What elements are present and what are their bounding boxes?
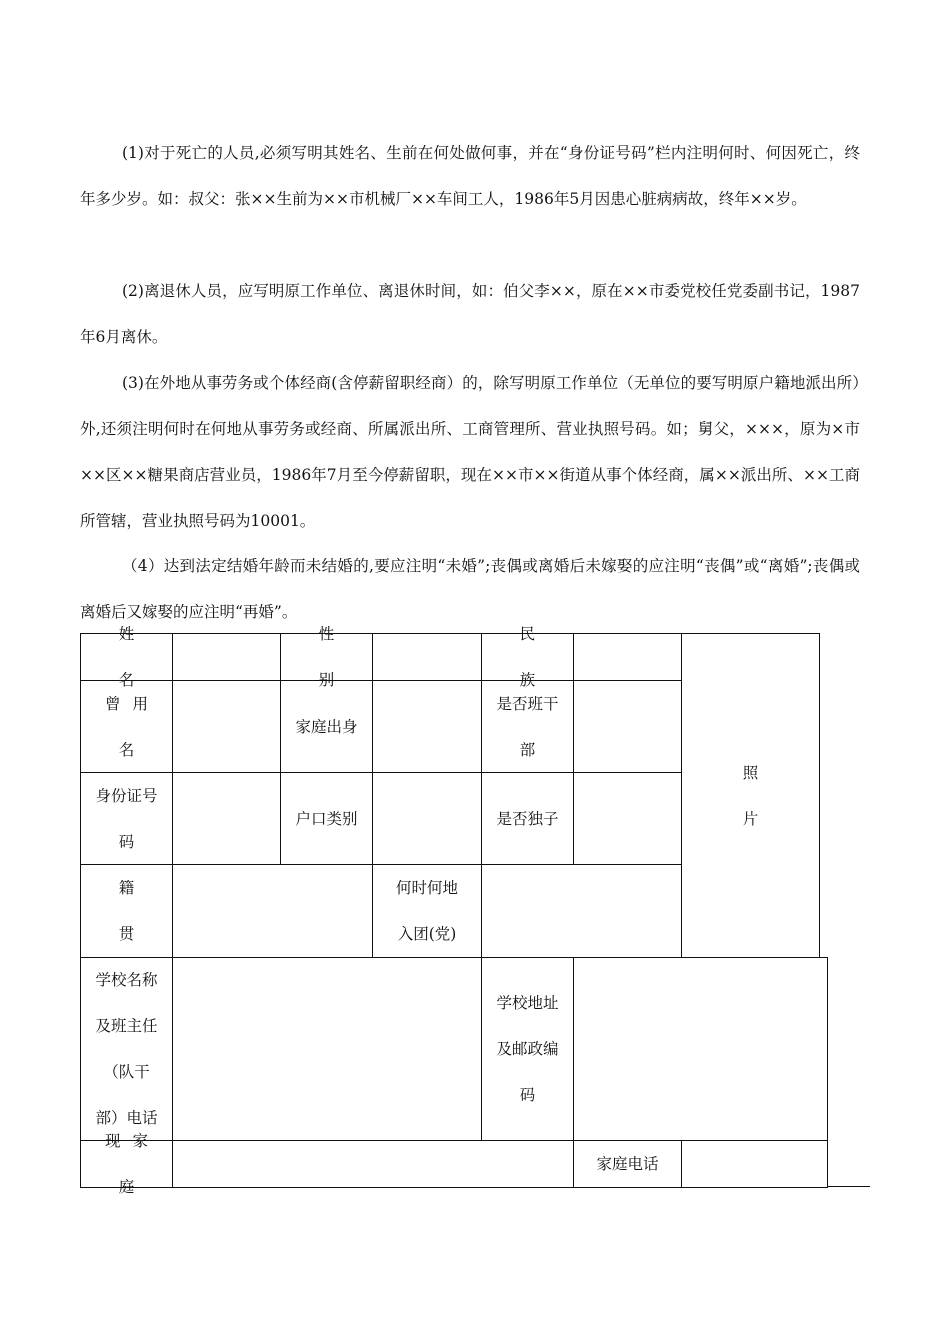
school-label-cell bbox=[80, 957, 173, 1141]
ethnicity-label-cell bbox=[481, 625, 574, 689]
only-child-input-cell[interactable] bbox=[573, 772, 682, 865]
school-address-input-cell[interactable] bbox=[573, 957, 828, 1141]
join-league-label-cell bbox=[372, 864, 482, 958]
name-input-cell[interactable] bbox=[172, 633, 281, 681]
ethnicity-label: 民族 bbox=[519, 625, 562, 689]
household-type-label: 户口类别 bbox=[295, 809, 358, 828]
id-number-label: 身份证号码 bbox=[95, 786, 158, 851]
current-family-input-cell[interactable] bbox=[172, 1140, 574, 1188]
former-name-label: 曾用名 bbox=[104, 694, 160, 759]
table-edge-line bbox=[828, 1186, 870, 1187]
former-name-input-cell[interactable] bbox=[172, 680, 281, 773]
ethnicity-input-cell[interactable] bbox=[573, 633, 682, 681]
instruction-paragraph-2: (2)离退休人员，应写明原工作单位、离退休时间，如：伯父李××，原在××市委党校任党委副书记，1987年6月离休。 bbox=[80, 282, 860, 346]
photo-label-line2: 片 bbox=[742, 809, 759, 828]
family-origin-label-cell bbox=[280, 680, 373, 773]
name-label: 姓名 bbox=[118, 625, 161, 689]
native-place-label-cell bbox=[80, 864, 173, 958]
only-child-label-cell bbox=[481, 772, 574, 865]
home-phone-input-cell[interactable] bbox=[681, 1140, 828, 1188]
join-league-input-cell[interactable] bbox=[481, 864, 682, 958]
instruction-paragraph-3: (3)在外地从事劳务或个体经商(含停薪留职经商）的，除写明原工作单位（无单位的要写明原户籍地派出所）外,还须注明何时在何地从事劳务或经商、所属派出所、工商管理所、营业执照号码。如；舅父，×××，原为×市××区××糖果商店营业员，1986年7月至今停薪留职，现在××市××街道从事个体经商，属××派出所、××工商所管辖，营业执照号码为10001。 bbox=[80, 374, 860, 530]
instruction-paragraph-1: (1)对于死亡的人员,必须写明其姓名、生前在何处做何事，并在“身份证号码”栏内注明何时、何因死亡，终年多少岁。如：叔父：张××生前为××市机械厂××车间工人，1986年5月因患心脏病病故，终年××岁。 bbox=[80, 144, 860, 208]
current-family-label: 现家庭 bbox=[104, 1132, 160, 1196]
join-league-label: 何时何地入团(党) bbox=[395, 879, 458, 943]
id-number-label-cell bbox=[80, 772, 173, 865]
gender-label: 性别 bbox=[318, 625, 361, 689]
only-child-label: 是否独子 bbox=[496, 809, 559, 828]
native-place-label: 籍贯 bbox=[118, 879, 161, 943]
instruction-paragraph-4: （4）达到法定结婚年龄而未结婚的,要应注明“未婚”;丧偶或离婚后未嫁娶的应注明“丧偶”或“离婚”;丧偶或离婚后又嫁娶的应注明“再婚”。 bbox=[80, 557, 860, 621]
former-name-label-cell bbox=[80, 680, 173, 773]
id-number-input-cell[interactable] bbox=[172, 772, 281, 865]
school-address-label-cell bbox=[481, 957, 574, 1141]
class-cadre-input-cell[interactable] bbox=[573, 680, 682, 773]
class-cadre-label-cell bbox=[481, 680, 574, 773]
household-type-label-cell bbox=[280, 772, 373, 865]
school-label: 学校名称及班主任（队干部）电话 bbox=[95, 971, 158, 1127]
family-origin-input-cell[interactable] bbox=[372, 680, 482, 773]
home-phone-label-cell bbox=[573, 1140, 682, 1188]
name-label-cell bbox=[80, 625, 173, 689]
current-family-label-cell bbox=[80, 1132, 173, 1196]
photo-label-line1: 照 bbox=[742, 763, 759, 782]
family-origin-label: 家庭出身 bbox=[295, 717, 358, 736]
home-phone-label: 家庭电话 bbox=[596, 1155, 659, 1173]
photo-cell[interactable] bbox=[681, 633, 820, 958]
class-cadre-label: 是否班干部 bbox=[496, 694, 559, 759]
school-input-cell[interactable] bbox=[172, 957, 482, 1141]
household-type-input-cell[interactable] bbox=[372, 772, 482, 865]
gender-input-cell[interactable] bbox=[372, 633, 482, 681]
school-address-label: 学校地址及邮政编码 bbox=[496, 994, 559, 1104]
native-place-input-cell[interactable] bbox=[172, 864, 373, 958]
gender-label-cell bbox=[280, 625, 373, 689]
